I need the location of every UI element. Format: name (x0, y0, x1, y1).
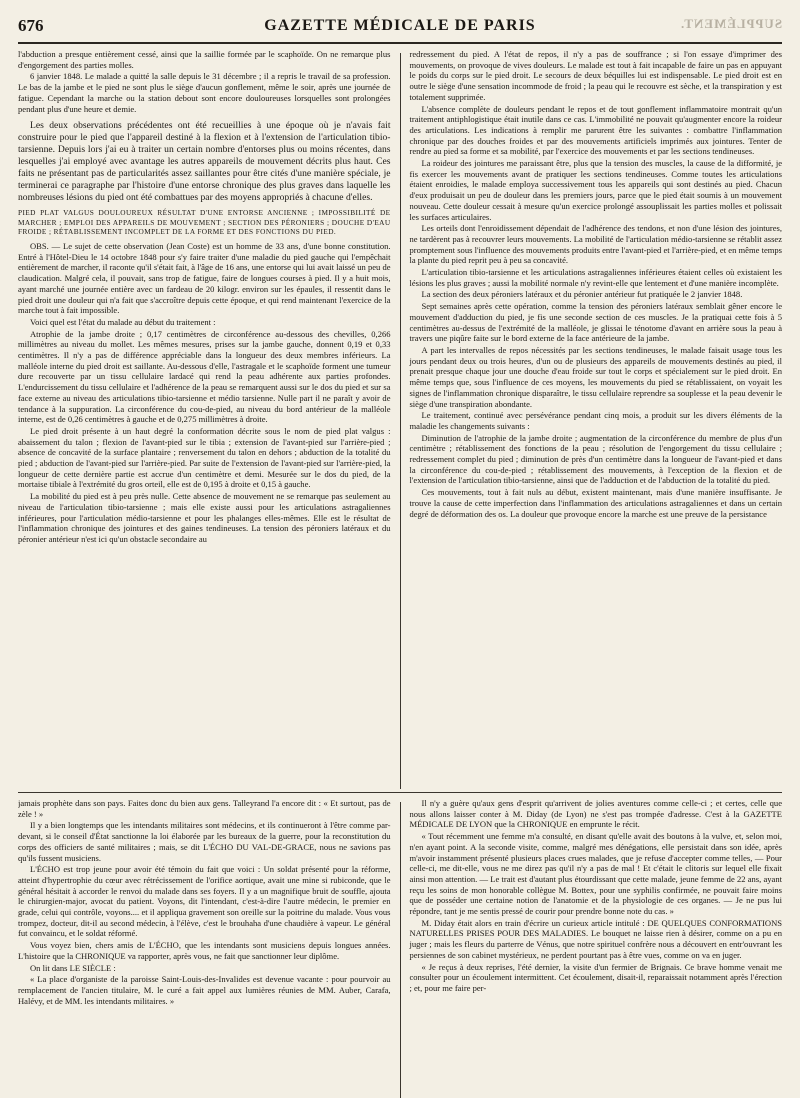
paragraph: « Tout récemment une femme m'a consulté, en disant qu'elle avait des boutons à la vulve, et, selon moi, n'en ayant point. A la seconde visite, comme, malgré mes dénégations, elle persistait dans son idée, après m'avoir instamment présenté plusieurs places crues malades, que je refuse d'accepter comme telles, — Pour celle-ci, me dit-elle, vous ne me direz pas qu'il n'y a pas de mal ! Et c'était le clitoris sur lequel elle fixait ainsi mon attention. — Le trait est d'autant plus étourdissant que cette malade, jeune femme de 22 ans, ayant reçu les soins de mon honorable collègue M. Bottex, pour une syphilis confirmée, ne pouvait faire moins que de posséder une certaine notion de l'anatomie et de la physiologie de ces organes. — Je ne pus lui répondre, tant je me sentis pressé de courir pour prendre bonne note du cas. » (409, 831, 782, 917)
paragraph: Les orteils dont l'enroidissement dépendait de l'adhérence des tendons, et non d'une lésion des jointures, ne tardèrent pas à recouvrer leurs mouvements. La mobilité de l'articulation médio-tarsienne se rétablit assez promptement sous l'influence des mouvements produits entre l'avant-pied et l'arrière-pied, et en même temps la plante du pied reprit peu à peu sa concavité. (409, 223, 782, 266)
paragraph: L'articulation tibio-tarsienne et les articulations astragaliennes inférieures étaient celles où existaient les lésions les plus graves ; aussi la mobilité normale n'y revint-elle que lentement et d'une manière incomplète. (409, 267, 782, 288)
paragraph: La roideur des jointures me paraissant être, plus que la tension des muscles, la cause de la difformité, je fis exercer les mouvements avant de pratiquer les sections tendineuses. Comme toutes les articulations étaient enroidies, le malade employa successivement tous les appareils qui sont destinés au pied. Chacun d'eux produisait un peu de douleur dans les premiers jours, parce que le pied était soumis à un mouvement nouveau. Cette douleur cessait à mesure qu'un exercice prolongé assouplissait les parties molles et polissait les surfaces articulaires. (409, 158, 782, 222)
paragraph: redressement du pied. A l'état de repos, il n'y a pas de souffrance ; si l'on essaye d'imprimer des mouvements, on provoque de vives douleurs. Le malade est tout à fait incapable de faire un pas en appuyant le poids du corps sur le pied droit. Le secours de deux béquilles lui est indispensable. Le pied droit est en outre le siège d'une sensation incommode de froid ; la peau qui le recouvre est sèche, et la transpiration y est totalement supprimée. (409, 49, 782, 102)
paragraph: Il n'y a guère qu'aux gens d'esprit qu'arrivent de jolies aventures comme celle-ci ; et certes, celle que nous allons laisser conter à M. Diday (de Lyon) ne s'est pas trompée d'adresse. C'est à la GAZETTE MÉDICALE DE LYON que la CHRONIQUE en emprunte le récit. (409, 798, 782, 830)
bottom-section (18, 798, 782, 1098)
paragraph: Diminution de l'atrophie de la jambe droite ; augmentation de la circonférence du membre de plus d'un centimètre ; rétablissement des fonctions de la peau ; résolution de l'engorgement du tissu cellulaire ; redressement complet du pied ; diminution de près d'un centimètre dans la longueur de l'avant-pied et dans la circonférence du cou-de-pied ; rétablissement des mouvements, à l'exception de la flexion et de l'extension de l'articulation tibio-tarsienne, ainsi que de l'adduction et de l'abduction de la totalité du pied. (409, 432, 782, 486)
paragraph: jamais prophète dans son pays. Faites donc du bien aux gens. Talleyrand l'a encore dit : « Et surtout, pas de zèle ! » (18, 798, 391, 819)
paragraph: Le pied droit présente à un haut degré la conformation décrite sous le nom de pied plat valgus : abaissement du talon ; flexion de l'avant-pied sur le tibia ; extension de l'avant-pied sur l'arrière-pied ; absence de concavité de la surface plantaire ; renversement du talon en dehors ; abduction de la totalité du pied ; abduction de l'avant-pied sur l'arrière-pied. Par suite de l'extension de l'avant-pied sur l'arrière-pied, la longueur de cette dernière partie est accrue d'un centimètre et demi. Mesurée sur le dos du pied, de la mortaise tibiale à l'extrémité du gros orteil, elle est de 0,195 à droite et 0,15 à gauche. (18, 425, 391, 490)
top-left-column (18, 49, 391, 789)
page-header (18, 16, 782, 44)
paragraph: 6 janvier 1848. Le malade a quitté la salle depuis le 31 décembre ; il a repris le travail de sa profession. Le bas de la jambe et le pied ne sont plus le siège d'aucun gonflement, même le soir, après une journée de fatigue. Cependant la marche ou la station debout sont encore douloureuses lorsquelles sont prolongées pendant plus d'une heure et demie. (18, 71, 391, 114)
paragraph: Atrophie de la jambe droite ; 0,17 centimètres de circonférence au-dessous des chevilles, 0,266 millimètres au niveau du mollet. Les mêmes mesures, prises sur la jambe gauche, donnent 0,19 et 0,33 centimètres. Il n'y a pas de différence appréciable dans la longueur des deux membres inférieurs. La malléole interne du pied droit est saillante. Au-dessous d'elle, l'astragale et le scaphoïde forment une tumeur dure recouverte par un tissu cellulaire lardacé qui rend la peau adhérente aux parties profondes. L'endurcissement du tissu cellulaire et l'adhérence de la peau se remarquent aussi sur le dos du pied et sur sa face externe au niveau des articulations tibio-tarsienne et médio tarsienne. Nulle part il ne paraît y avoir de tendance à la suppuration. La circonférence du cou-de-pied, au niveau du bord antérieur de la malléole interne, est de 0,26 centimètres à gauche et de 0,275 millimètres à droite. (18, 328, 391, 425)
bleed-through-text: SUPPLÉMENT. (679, 16, 782, 31)
journal-title: GAZETTE MÉDICALE DE PARIS (264, 17, 536, 34)
paragraph: La section des deux péroniers latéraux et du péronier antérieur fut pratiquée le 2 janvier 1848. (421, 289, 743, 300)
top-section (18, 49, 782, 789)
paragraph: Il y a bien longtemps que les intendants militaires sont médecins, et ils continueront à l'être comme par-devant, si le conseil d'État sanctionne la loi élaborée par les bureaux de la guerre, pour la reconstitution du corps des officiers de santé militaires ; mais, se dit L'ÉCHO DU VAL-DE-GRACE, nous ne savions pas qu'ils fussent musiciens. (18, 820, 391, 863)
paragraph: « La place d'organiste de la paroisse Saint-Louis-des-Invalides est devenue vacante : pour pourvoir au remplacement de l'ancien titulaire, M. le curé a fait appel aux lumières réunies de MM. Auber, Carafa, Halévy, et de MM. les intendants militaires. » (18, 974, 391, 1006)
column-rule (400, 53, 401, 789)
bottom-right-column (409, 798, 782, 1098)
paragraph: La mobilité du pied est à peu près nulle. Cette absence de mouvement ne se remarque pas seulement au niveau de l'articulation tibio-tarsienne ; mais elle existe aussi pour les articulations astragaliennes inférieures, pour l'articulation médio-tarsienne et pour les phalanges elles-mêmes. Elle est le résultat de l'inflammation chronique des jointures et des gaines tendineuses. La tension des péroniers latéraux et du péronier antérieur n'est ici qu'un obstacle secondaire au (18, 491, 391, 544)
paragraph: On lit dans LE SIÈCLE : (30, 962, 116, 973)
paragraph: L'absence complète de douleurs pendant le repos et de tout gonflement inflammatoire montrait qu'un traitement antiphlogistique était inutile dans ce cas. L'immobilité ne pouvait qu'augmenter encore la roideur des articulations. Les indications à remplir me parurent être les suivantes : combattre l'inflammation chronique par des douches froides et par des mouvements artificiels imprimés aux jointures. Tenter de rendre au pied sa forme et sa mobilité, par l'exercice des mouvements et par les sections tendineuses. (409, 103, 782, 157)
paragraph: l'abduction a presque entièrement cessé, ainsi que la saillie formée par le scaphoïde. On ne remarque plus d'engorgement des parties molles. (18, 49, 391, 70)
paragraph: Le traitement, continué avec persévérance pendant cinq mois, a produit sur les divers éléments de la maladie les changements suivants : (409, 410, 782, 431)
paragraph: Ces mouvements, tout à fait nuls au début, existent maintenant, mais d'une manière insuffisante. Je trouve la cause de cette imperfection dans l'inflammation des articulations astragaliennes et dans un certain degré de déformation des os. La douleur que provoque encore la marche est une preuve de la persistance (409, 487, 782, 519)
paragraph: OBS. — Le sujet de cette observation (Jean Coste) est un homme de 33 ans, d'une bonne constitution. Entré à l'Hôtel-Dieu le 14 octobre 1848 pour s'y faire traiter d'une maladie du pied gauche qui l'empêchait entièrement de marcher, il raconte qu'il s'était fait, à l'âge de 16 ans, une entorse qui lui avait laissé un peu de claudication. Malgré cela, il pouvait, sans trop de fatigue, faire de longues courses à pied. Il y a huit mois, ayant marché une journée entière avec un fardeau de 20 kilogr. environ sur les épaules, il ressentit dans le pied droit une douleur qui n'a fait que s'accroître depuis cette époque, et qui rend maintenant l'exercice de la marche tout à fait impossible. (18, 241, 391, 316)
page-number: 676 (18, 16, 44, 35)
bottom-left-column (18, 798, 391, 1098)
paragraph: « Je reçus à deux reprises, l'été dernier, la visite d'un fermier de Brignais. Ce brave homme venait me consulter pour un écoulement intermittent. Cet écoulement, disait-il, reparaissait notamment après l'érection ; et, pour me faire per- (409, 961, 782, 993)
top-right-column (409, 49, 782, 789)
paragraph: L'ÉCHO est trop jeune pour avoir été témoin du fait que voici : Un soldat présenté pour la réforme, atteint d'hypertrophie du cœur avec rétrécissement de l'orifice aortique, avait une mine si rubiconde, que le général hésitait à accorder le renvoi du malade dans ses foyers. Il y a un magnifique bruit de souffle, ajouta le chirurgien-major, avocat du patient. Voyons, dit l'intendant, c'est-à-dire l'autre médecin, le premier en grade, celui qui contrôle, voyons.... et il appliqua gravement son oreille sur la poitrine du malade. Vous vous trompez, docteur, dit-il au second médecin, à l'élève, c'est le brouhaha d'une chaudière à vapeur. Le général fut convaincu, et le soldat réformé. (18, 864, 391, 939)
paragraph: M. Diday était alors en train d'écrire un curieux article intitulé : DE QUELQUES CONFORMATIONS NATURELLES PRISES POUR DES MALADIES. Le bouquet ne laisse rien à désirer, comme on a pu en juger ; mais les fleurs du parterre de Vénus, que notre spirituel confrère nous a découvert en entr'ouvrant les persiennes de son cabinet mystérieux, ne perdent pourtant pas à être vues, comme on va en juger. (409, 917, 782, 960)
paragraph: Vous voyez bien, chers amis de L'ÉCHO, que les intendants sont musiciens depuis longues années. L'histoire que la CHRONIQUE va rapporter, après vous, ne fait que sanctionner leur diplôme. (18, 940, 391, 961)
section-rule (18, 792, 782, 793)
column-rule (400, 802, 401, 1098)
paragraph: A part les intervalles de repos nécessités par les sections tendineuses, le malade faisait usage tous les jours pendant deux ou trois heures, d'un ou de plusieurs des appareils de mouvements destinés au pied, il prenait presque chaque jour une douche d'eau froide sur tout le corps et spécialement sur le pied droit. En même temps que, sous l'influence de ces moyens, les mouvements du pied se rétablissaient, on voyait les signes de l'inflammation chronique disparaître, le tissu cellulaire reprendre sa souplesse et la peau devenir le siège d'une transpiration abondante. (409, 344, 782, 409)
section-heading: PIED PLAT VALGUS DOULOUREUX RÉSULTAT D'UNE ENTORSE ANCIENNE ; IMPOSSIBILITÉ DE MARCHER ; EMPLOI DES APPAREILS DE MOUVEMENT ; SECTION DES PÉRONIERS ; DOUCHE D'EAU FROIDE ; RÉTABLISSEMENT INCOMPLET DE LA FORME ET DES FONCTIONS DU PIED. (18, 208, 391, 237)
paragraph: Voici quel est l'état du malade au début du traitement : (30, 316, 216, 327)
paragraph: Sept semaines après cette opération, comme la tension des péroniers latéraux semblait gêner encore le mouvement d'adduction du pied, je fis une seconde section de ces muscles. Je la pratiquai cette fois à 5 centimètres au-dessus de l'extrémité de la malléole, je glissai le ténotome d'avant en arrière sous la peau à travers une piqûre faite sur le bord externe de la face antérieure de la jambe. (409, 301, 782, 344)
paragraph: Les deux observations précédentes ont été recueillies à une époque où je n'avais fait construire pour le pied que l'appareil destiné à la flexion et à l'extension de l'articulation tibio-tarsienne. Depuis lors j'ai eu à traiter un certain nombre d'entorses plus ou moins récentes, dans lesquelles j'ai employé avec avantage les autres appareils de mouvement décrits plus haut. Ces faits ne présentant pas de particularités assez saillantes pour être cités d'une manière spéciale, je terminerai ce paragraphe par l'histoire d'une entorse chronique des plus graves dans laquelle les nombreuses lésions du pied ont été combattues par des moyens appropriés à chacune d'elles. (18, 120, 391, 204)
